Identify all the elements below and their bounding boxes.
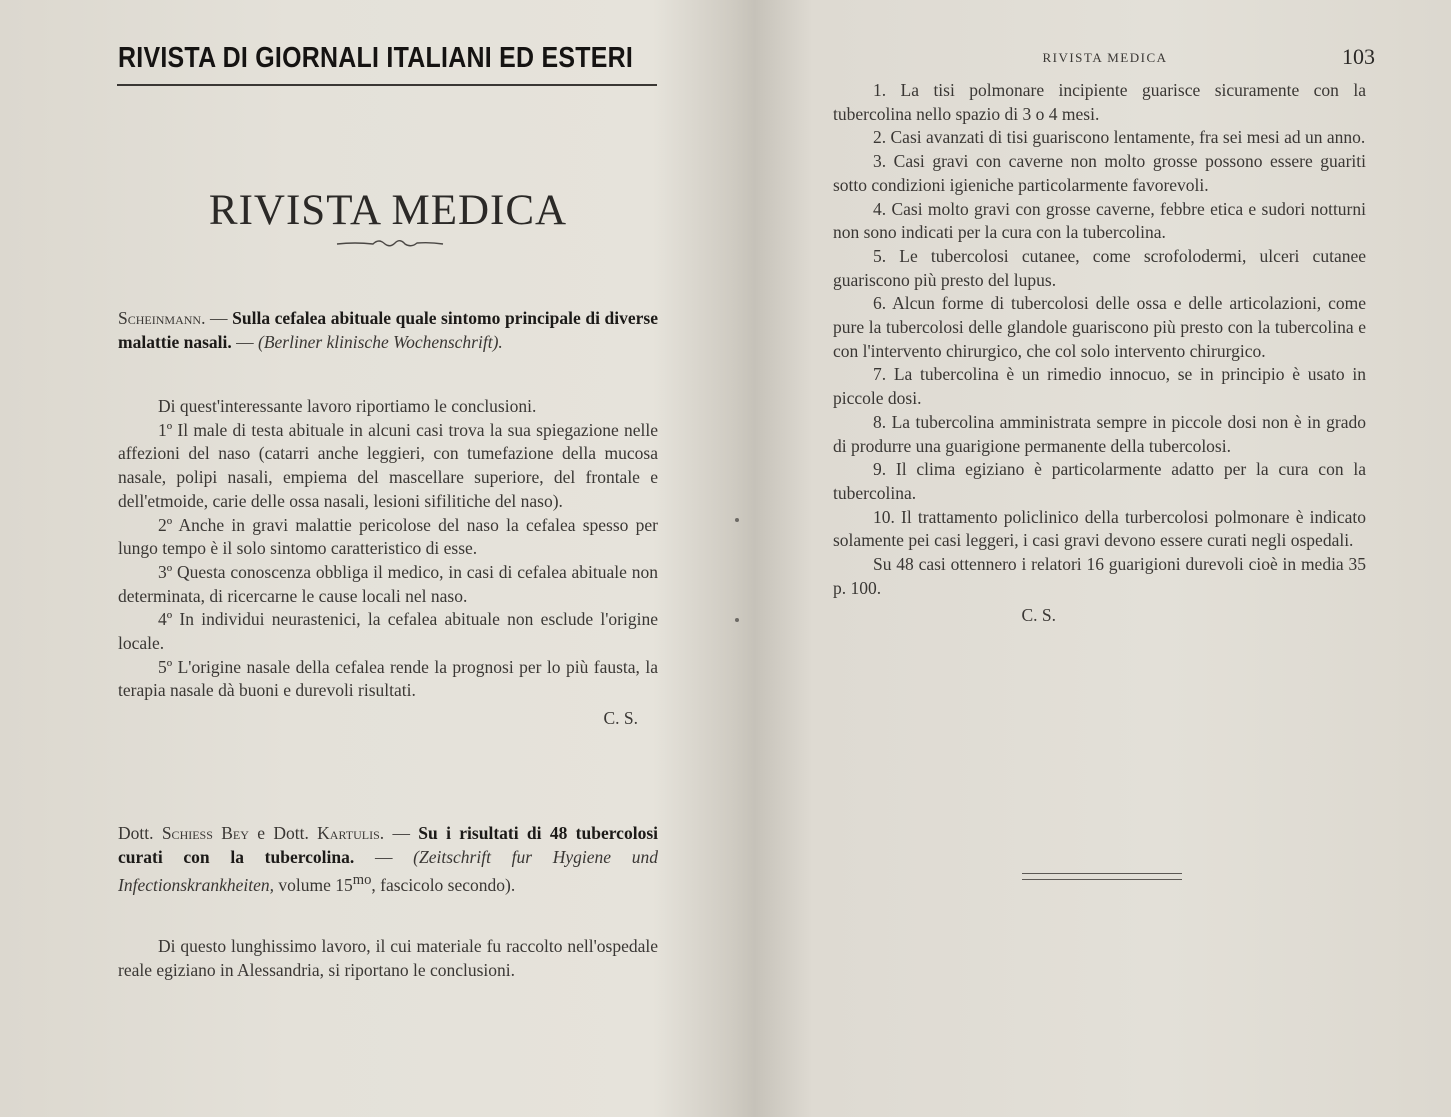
- article1-signature: C. S.: [603, 708, 638, 729]
- article2-mid: e Dott.: [248, 823, 318, 843]
- paragraph: 4º In individui neurastenici, la cefalea abituale non esclude l'origine locale.: [118, 609, 658, 654]
- article2-dash-2: —: [354, 846, 414, 867]
- article2-dash: —: [384, 823, 419, 843]
- page-number: 103: [1342, 44, 1375, 69]
- article1-body: [118, 395, 658, 731]
- article2-volume-sup: mo: [352, 872, 372, 889]
- article1-dash-2: —: [231, 331, 258, 352]
- list-item: 6. Alcun forme di tubercolosi delle ossa e delle articolazioni, come pure la tubercolosi delle glandole guariscono più presto con la tubercolina e con l'intervento chirurgico, che col solo intervento chirurgico.: [833, 293, 1366, 361]
- list-item: 4. Casi molto gravi con grosse caverne, febbre etica e sudori notturni non sono indicati per la cura con la tubercolina.: [833, 198, 1366, 243]
- summary-paragraph: Su 48 casi ottennero i relatori 16 guarigioni durevoli cioè in media 35 p. 100.: [833, 554, 1366, 598]
- left-page: [0, 0, 725, 1117]
- article2-signature: C. S.: [1021, 605, 1056, 626]
- list-item: 8. La tubercolina amministrata sempre in piccole dosi non è in grado di produrre una guarigione permanente della tubercolosi.: [833, 411, 1366, 456]
- article1-source: (Berliner klinische Wochenschrift).: [258, 331, 503, 352]
- header-rule: [117, 84, 657, 86]
- article2-volume: volume 15: [274, 875, 353, 896]
- article2-source: (Zeitschrift fur Hygiene und Infectionskrankheiten,: [118, 846, 658, 896]
- section-title: RIVISTA MEDICA: [208, 187, 568, 234]
- paragraph: 1º Il male di testa abituale in alcuni casi trova la sua spiegazione nelle affezioni del naso (catarri anche leggieri, con tumefazione della mucosa nasale, polipi nasali, empiema del mascellare superiore, del frontale e dell'etmoide, carie delle ossa nasali, lesioni sifilitiche del naso).: [118, 419, 658, 511]
- article2-fascicle: , fascicolo secondo).: [371, 875, 516, 896]
- article2-body: [118, 935, 658, 982]
- list-item: 7. La tubercolina è un rimedio innocuo, se in principio è usato in piccole dosi.: [833, 364, 1366, 409]
- paragraph: 2º Anche in gravi malattie pericolose del naso la cefalea spesso per lungo tempo è il solo sintomo caratteristico di esse.: [118, 514, 658, 559]
- list-item: 5. Le tubercolosi cutanee, come scrofolodermi, ulceri cutanee guariscono più presto del lupus.: [833, 245, 1366, 290]
- list-item: 2. Casi avanzati di tisi guariscono lentamente, fra sei mesi ad un anno.: [873, 127, 1366, 148]
- article2-author2: Kartulis.: [317, 823, 385, 843]
- paragraph: 3º Questa conoscenza obbliga il medico, in casi di cefalea abituale non determinata, di ricercarne le cause locali nel naso.: [118, 561, 658, 606]
- list-item: 9. Il clima egiziano è particolarmente adatto per la cura con la tubercolina.: [833, 459, 1366, 503]
- paragraph: Di questo lunghissimo lavoro, il cui materiale fu raccolto nell'ospedale reale egiziano in Alessandria, si riportano le conclusioni.: [118, 936, 658, 980]
- article2-heading: [118, 822, 658, 898]
- list-item: 10. Il trattamento policlinico della turbercolosi polmonare è indicato solamente pei casi leggeri, i casi gravi devono essere curati negli ospedali.: [833, 506, 1366, 551]
- paragraph: 5º L'origine nasale della cefalea rende la prognosi per lo più fausta, la terapia nasale dà buoni e durevoli risultati.: [118, 656, 658, 701]
- article2-prefix: Dott.: [118, 823, 162, 843]
- paragraph: Di quest'interessante lavoro riportiamo le conclusioni.: [158, 396, 537, 416]
- article1-author: Scheinmann.: [118, 308, 206, 328]
- gutter-speck: [735, 618, 739, 622]
- article1-dash: —: [205, 308, 233, 328]
- article1-title: Sulla cefalea abituale quale sintomo principale di diverse malattie nasali.: [118, 308, 659, 352]
- article2-author1: Schiess Bey: [161, 823, 249, 843]
- list-item: 3. Casi gravi con caverne non molto grosse possono essere guariti sotto condizioni igieniche particolarmente favorevoli.: [833, 151, 1366, 195]
- article2-title: Su i risultati di 48 tubercolosi curati con la tubercolina.: [118, 823, 658, 867]
- ornament-flourish: [335, 236, 445, 250]
- running-head-right: RIVISTA MEDICA: [1042, 50, 1168, 65]
- gutter-speck: [735, 518, 739, 522]
- list-item: 1. La tisi polmonare incipiente guarisce sicuramente con la tubercolina nello spazio di 3 o 4 mesi.: [833, 80, 1366, 124]
- running-head-left: RIVISTA DI GIORNALI ITALIANI ED ESTERI: [118, 42, 634, 74]
- end-double-rule: [1022, 873, 1182, 883]
- article1-heading: [118, 307, 658, 354]
- article2-conclusions: [833, 79, 1366, 628]
- right-page: [725, 0, 1451, 1117]
